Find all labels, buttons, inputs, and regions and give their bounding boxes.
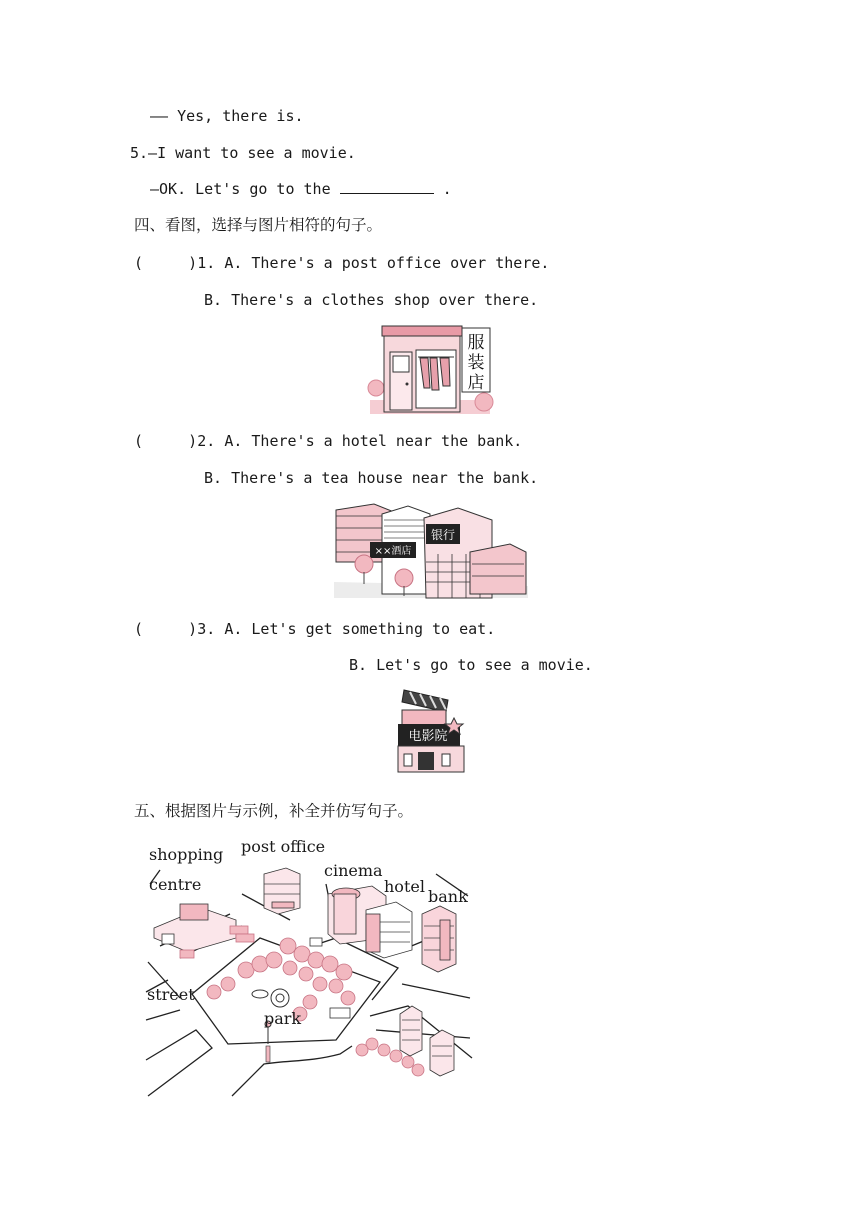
bank-sign: 银行	[430, 528, 456, 542]
section5-heading: 五、根据图片与示例，补全并仿写句子。	[134, 802, 414, 820]
map-label-street: street	[147, 985, 195, 1004]
map-label-hotel: hotel	[384, 877, 425, 896]
map-label-park: park	[264, 1009, 302, 1028]
item2-option-b: B. There's a tea house near the bank.	[204, 469, 539, 487]
q5-line2-prefix: —OK. Let's go to the	[150, 180, 340, 198]
item3-option-a: A. Let's get something to eat.	[224, 620, 496, 638]
item2-number: ( )2.	[134, 432, 225, 450]
item1-row	[134, 253, 549, 273]
item1-option-b: B. There's a clothes shop over there.	[204, 291, 539, 309]
cinema-sign: 电影院	[408, 729, 448, 744]
answer-blank[interactable]	[340, 179, 434, 194]
item2-option-a: A. There's a hotel near the bank.	[224, 432, 523, 450]
item3-option-b: B. Let's go to see a movie.	[349, 656, 593, 674]
map-label-shopping: shopping	[149, 845, 224, 864]
hotel-sign: ××酒店	[374, 546, 412, 557]
item3-row	[134, 619, 495, 639]
map-label-cinema: cinema	[324, 861, 383, 880]
clothes-shop-picture	[366, 322, 494, 416]
shop-sign-char-2: 装	[467, 353, 485, 373]
shop-sign-char-1: 服	[467, 333, 485, 353]
cinema-picture	[390, 688, 468, 776]
hotel-bank-picture	[334, 502, 528, 600]
item2-row	[134, 431, 522, 451]
q4-answer: —— Yes, there is.	[150, 107, 304, 125]
q5-line1: 5.—I want to see a movie.	[130, 144, 356, 162]
shop-sign-char-3: 店	[467, 373, 485, 393]
q5-line2-suffix: .	[433, 180, 452, 198]
item1-number: ( )1.	[134, 254, 225, 272]
map-label-centre: centre	[149, 875, 202, 894]
town-map	[140, 834, 476, 1100]
q5-line2	[150, 179, 452, 199]
map-label-bank: bank	[428, 887, 468, 906]
item3-number: ( )3.	[134, 620, 225, 638]
section4-heading: 四、看图，选择与图片相符的句子。	[134, 216, 383, 234]
item1-option-a: A. There's a post office over there.	[224, 254, 550, 272]
map-label-post-office: post office	[241, 837, 326, 856]
